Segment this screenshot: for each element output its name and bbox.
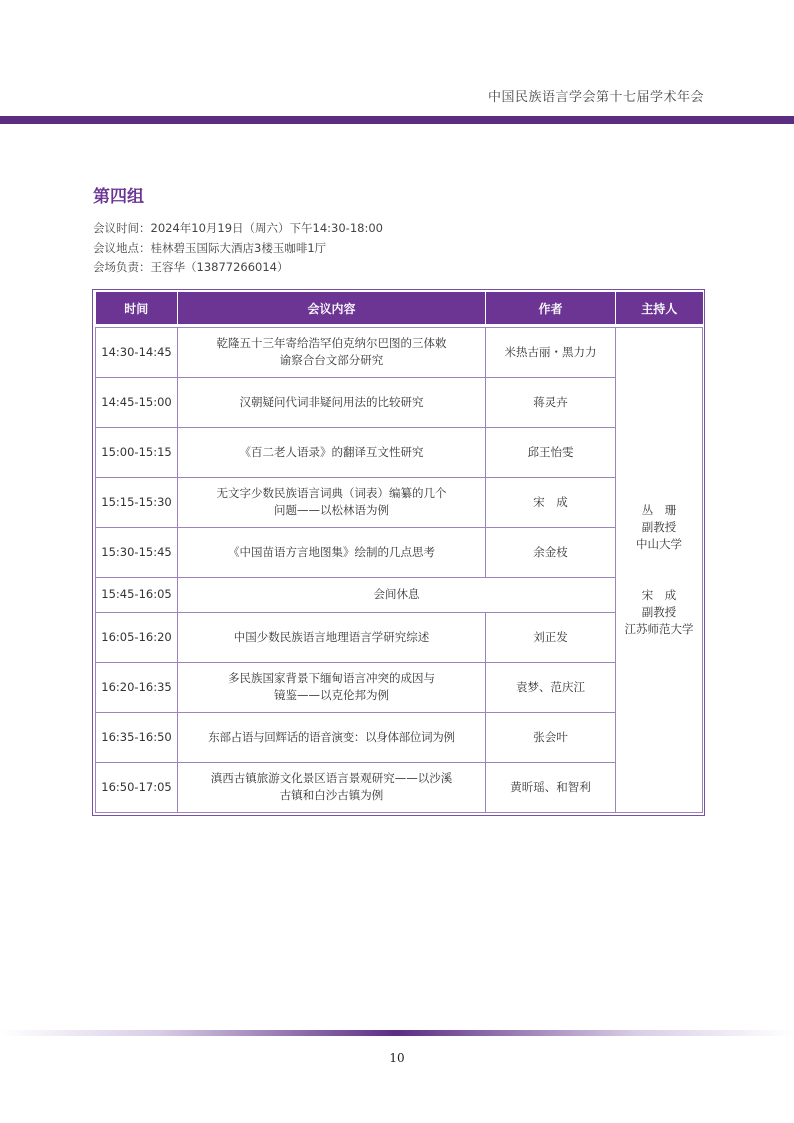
session-time: 16:50-17:05 <box>96 762 178 812</box>
session-author: 刘正发 <box>486 612 616 662</box>
session-time: 14:45-15:00 <box>96 377 178 427</box>
session-author: 张会叶 <box>486 712 616 762</box>
host-name: 宋 成 <box>641 587 677 602</box>
session-title-line: 古镇和白沙古镇为例 <box>279 788 384 802</box>
venue-manager: 会场负责：王容华（13877266014） <box>93 260 289 274</box>
column-header-content: 会议内容 <box>178 292 486 324</box>
session-author: 宋 成 <box>486 477 616 527</box>
session-title-line: 问题——以松林语为例 <box>274 503 389 517</box>
table-header-row <box>96 292 703 324</box>
session-title-line: 东部占语与回辉话的语音演变：以身体部位词为例 <box>208 729 455 744</box>
section-title: 第四组 <box>93 187 144 207</box>
table-row <box>96 477 703 527</box>
session-time: 16:20-16:35 <box>96 662 178 712</box>
session-title <box>178 377 486 427</box>
session-author: 余金枝 <box>486 527 616 577</box>
host-affiliation: 中山大学 <box>636 536 682 551</box>
session-title-line: 无文字少数民族语言词典（词表）编纂的几个 <box>216 486 447 500</box>
meeting-time: 会议时间：2024年10月19日（周六）下午14:30-18:00 <box>93 221 383 235</box>
host-title: 副教授 <box>641 604 677 619</box>
table-row <box>96 427 703 477</box>
schedule-table-frame <box>92 289 705 816</box>
session-time: 15:45-16:05 <box>96 577 178 612</box>
session-time: 16:05-16:20 <box>96 612 178 662</box>
session-title-line: 多民族国家背景下缅甸语言冲突的成因与 <box>228 671 435 685</box>
table-row <box>96 527 703 577</box>
session-time: 15:00-15:15 <box>96 427 178 477</box>
session-title <box>178 762 486 812</box>
header-title: 中国民族语言学会第十七届学术年会 <box>487 90 704 105</box>
session-title <box>178 527 486 577</box>
table-row <box>96 662 703 712</box>
header-bar <box>0 116 794 124</box>
table-row <box>96 712 703 762</box>
session-title <box>178 327 486 377</box>
table-row <box>96 762 703 812</box>
session-author: 蒋灵卉 <box>486 377 616 427</box>
break-label: 会间休息 <box>178 577 616 612</box>
host-cell <box>616 327 703 812</box>
session-time: 15:30-15:45 <box>96 527 178 577</box>
column-header-author: 作者 <box>486 292 616 324</box>
session-author: 邱王怡雯 <box>486 427 616 477</box>
session-title-line: 中国少数民族语言地理语言学研究综述 <box>233 629 430 644</box>
table-row <box>96 377 703 427</box>
session-title-line: 《百二老人语录》的翻译互文性研究 <box>239 444 424 459</box>
session-title-line: 镜鉴——以克伦邦为例 <box>274 688 389 702</box>
session-time: 15:15-15:30 <box>96 477 178 527</box>
footer-divider <box>0 1030 794 1036</box>
session-time: 16:35-16:50 <box>96 712 178 762</box>
session-title-line: 谕察合台文部分研究 <box>279 353 384 367</box>
host-name: 丛 珊 <box>641 502 677 517</box>
session-author: 米热古丽・黑力力 <box>486 327 616 377</box>
session-title <box>178 662 486 712</box>
session-title <box>178 427 486 477</box>
session-title-line: 汉朝疑问代词非疑问用法的比较研究 <box>239 394 424 409</box>
table-row <box>96 327 703 377</box>
meeting-info <box>93 219 383 278</box>
session-title <box>178 712 486 762</box>
session-title-line: 《中国苗语方言地图集》绘制的几点思考 <box>228 544 435 559</box>
meeting-place: 会议地点：桂林碧玉国际大酒店3楼玉咖啡1厅 <box>93 240 327 255</box>
page-number: 10 <box>389 1051 405 1065</box>
column-header-time: 时间 <box>96 292 178 324</box>
table-row <box>96 612 703 662</box>
session-author: 袁梦、范庆江 <box>486 662 616 712</box>
session-title <box>178 477 486 527</box>
break-row <box>96 577 703 612</box>
session-title-line: 乾隆五十三年寄给浩罕伯克纳尔巴图的三体敕 <box>216 336 447 350</box>
session-title <box>178 612 486 662</box>
host-affiliation: 江苏师范大学 <box>624 621 694 636</box>
schedule-table <box>95 292 703 813</box>
column-header-host: 主持人 <box>616 292 703 324</box>
session-author: 黄昕瑶、和智利 <box>486 762 616 812</box>
session-title-line: 滇西古镇旅游文化景区语言景观研究——以沙溪 <box>210 771 453 785</box>
session-time: 14:30-14:45 <box>96 327 178 377</box>
host-title: 副教授 <box>641 519 677 534</box>
